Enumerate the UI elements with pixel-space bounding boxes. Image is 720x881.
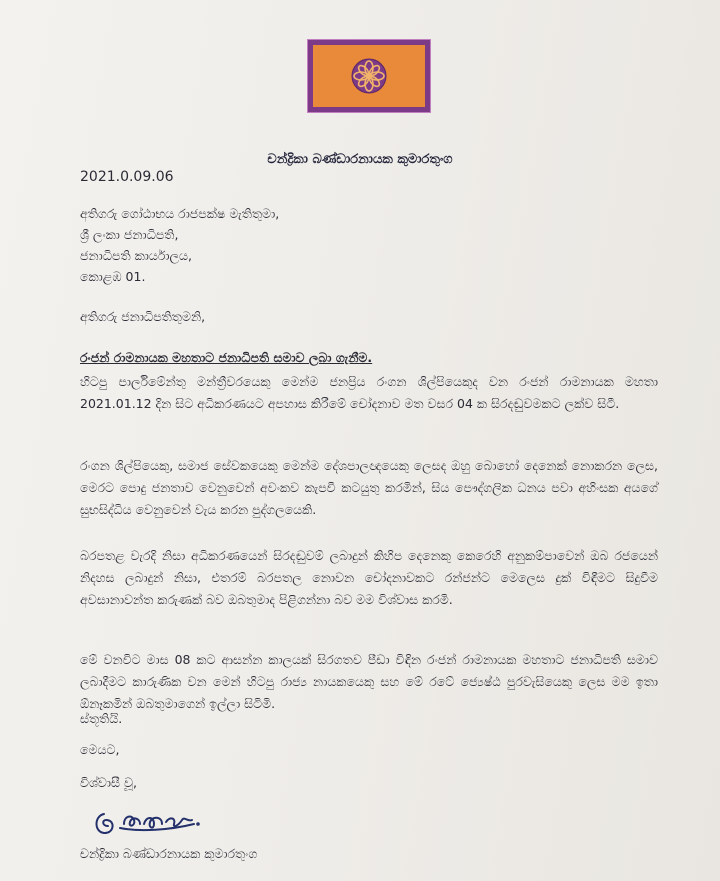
body-paragraph: හිටපු පාර්ලිමේන්තු මන්ත්‍රීවරයෙකු මෙන්ම ජනප්‍රිය රංගන ශිල්පියෙකුද වන රංජන් රාමනායක මහතා 2021.01.12 දින සිට අධිකරණයට අපහාස කිරීමේ චෝදනාව මත වසර 04 ක සිරදඬුවමකට ලක්ව සිටී. [80, 374, 658, 411]
letter-subject: රංජන් රාමනායක මහතාට ජනාධිපති සමාව ලබා ගැනීම. [80, 350, 373, 365]
letterhead-sender-name: චන්ද්‍රිකා බණ්ඩාරනායක කුමාරතුංග [267, 152, 453, 167]
signer-name: චන්ද්‍රිකා බණ්ඩාරනායක කුමාරතුංග [80, 846, 258, 861]
body-paragraph: රංගන ශිල්පියෙකු, සමාජ සේවකයෙකු මෙන්ම දේශපාලඥයෙකු ලෙසද ඔහු බොහෝ දෙනෙක් නොකරන ලෙස, මෙරට පොදු ජනතාව වෙනුවෙන් අවංකව කැපවී කටයුතු කරමින්, සිය පෞද්ගලික ධනය පවා අහිංසක අයගේ සුභසිද්ධිය වෙනුවෙන් වැය කරන පුද්ගලයෙකි. [80, 458, 658, 517]
body-paragraph: බරපතළ වැරදි නිසා අධිකරණයෙන් සිරදඬුවම් ලබාදුන් කිහිප දෙනෙකු කෙරෙහි අනුකම්පාවෙන් ඔබ රජයෙන් නිදහස ලබාදුන් නිසා, එතරම් බරපතල නොවන චෝදනාවකට රන්ජන්ට මෙලෙස දුක් විඳීමට සිදුවීම අවසානාවන්ත කරුණක් බව ඔබතුමාද පිළිගන්නා බව මම විශ්වාස කරමි. [80, 548, 658, 607]
closing-line: මෙයට, [80, 742, 120, 757]
recipient-line: ජනාධිපති කාර්යාලය, [80, 248, 192, 263]
letter-date: 2021.0.09.06 [80, 169, 174, 185]
recipient-address [80, 203, 279, 287]
handwritten-signature [90, 802, 220, 842]
recipient-line: කොළඹ 01. [80, 269, 146, 284]
lotus-emblem-icon [349, 55, 389, 97]
body-paragraph: මේ වනවිට මාස 08 කට ආසන්න කාලයක් සිරගතව පීඩා විඳින රංජන් රාමනායක මහතාට ජනාධිපති සමාව ලබාදීමට කාරුණික වන මෙන් හිටපු රාජ්‍ය නායකයෙකු සහ මේ රටේ ජ්‍යෙෂ්ඨ පුරවැසියෙකු ලෙස මම ඉතා ඕනෑකමින් ඔබතුමාගෙන් ඉල්ලා සිටිමි. [80, 652, 658, 711]
recipient-line: අතිගරු ගෝඨාභය රාජපක්ෂ මැතිතුමා, [80, 206, 280, 221]
recipient-line: ශ්‍රී ලංකා ජනාධිපති, [80, 227, 179, 242]
party-flag-emblem [308, 40, 430, 112]
salutation: අතිගරු ජනාධිපතිතුමනි, [80, 309, 206, 324]
thanks-line: ස්තූතියි. [80, 711, 123, 726]
closing-line: විශ්වාසී වූ, [80, 775, 137, 790]
